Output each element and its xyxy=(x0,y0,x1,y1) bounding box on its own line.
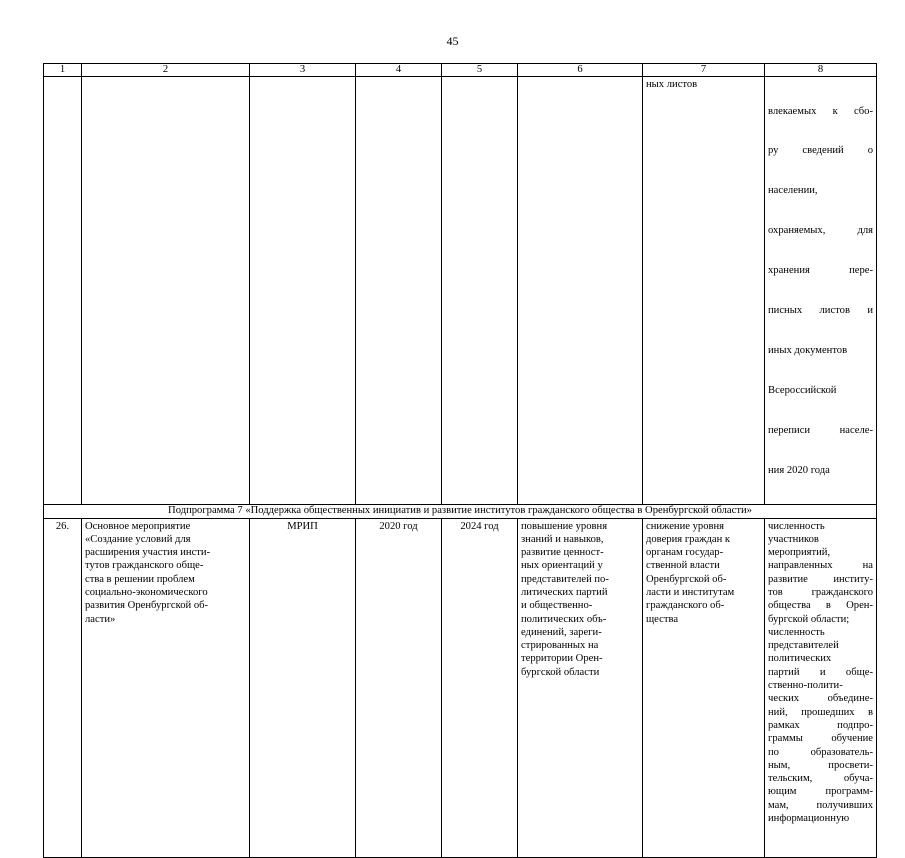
row-number: 26. xyxy=(44,518,82,857)
text-line: участников xyxy=(768,533,819,545)
subprogram-title: Подпрограмма 7 «Поддержка общественных инициатив и развитие институтов гражданского общества в Оренбургской области» xyxy=(44,504,877,518)
text-line: представителей xyxy=(768,640,839,652)
column-number: 3 xyxy=(250,64,356,77)
page-number: 45 xyxy=(446,34,459,48)
text-line: писных листов и xyxy=(768,305,873,317)
indicators-text xyxy=(768,520,873,826)
start-date: 2020 год xyxy=(356,518,442,857)
text-line: переписи населе- xyxy=(768,424,873,436)
text-line: иных документов xyxy=(768,344,848,356)
column-number: 7 xyxy=(643,64,765,77)
expected-result: повышение уровня знаний и навыков, развитие ценност- ных ориентаций у представителей по- литических партий и общественно- политических объ- единений, зареги- стрированных на территории Орен- бургской области xyxy=(518,518,643,857)
column-number: 1 xyxy=(44,64,82,77)
text-line: по образователь- xyxy=(768,746,873,758)
end-date: 2024 год xyxy=(442,518,518,857)
column-number: 2 xyxy=(82,64,250,77)
empty-cell xyxy=(250,77,356,505)
text-line: влекаемых к сбо- xyxy=(768,105,873,117)
column-number: 4 xyxy=(356,64,442,77)
empty-cell xyxy=(518,77,643,505)
text-line: тельским, обуча- xyxy=(768,773,873,785)
indicators-cell xyxy=(765,77,877,505)
text-line: ственно-полити- xyxy=(768,680,843,692)
text-line: информационную xyxy=(768,813,850,825)
text-line: тов гражданского xyxy=(768,586,873,598)
indicators-cell xyxy=(765,518,877,857)
text-line: партий и обще- xyxy=(768,666,873,678)
column-number-row xyxy=(44,64,877,77)
continuation-row xyxy=(44,77,877,505)
measures-table xyxy=(43,63,877,858)
text-line: направленных на xyxy=(768,560,873,572)
text-line: развитие институ- xyxy=(768,573,873,585)
consequences: снижение уровня доверия граждан к органам государ- ственной власти Оренбургской об- ласти и институтам гражданского об- щества xyxy=(643,518,765,857)
text-line: численность xyxy=(768,520,825,532)
text-line: общества в Орен- xyxy=(768,600,873,612)
column-number: 6 xyxy=(518,64,643,77)
text-line: ющим программ- xyxy=(768,786,873,798)
text-line: численность xyxy=(768,626,825,638)
subprogram-row xyxy=(44,504,877,518)
empty-cell xyxy=(442,77,518,505)
text-line: ру сведений о xyxy=(768,145,873,157)
text-line: ний, прошедших в xyxy=(768,706,873,718)
consequences-text: ных листов xyxy=(646,79,698,90)
empty-cell xyxy=(356,77,442,505)
text-line: рамках подпро- xyxy=(768,719,873,731)
measure-name: Основное мероприятие «Создание условий для расширения участия инсти- тутов гражданского обще- ства в решении проблем социально-экономического развития Оренбургской об- ласти» xyxy=(82,518,250,857)
text-line: Всероссийской xyxy=(768,384,837,396)
text-line: политических xyxy=(768,653,832,665)
text-line: мам, получивших xyxy=(768,799,873,811)
empty-cell xyxy=(82,77,250,505)
text-line: ния 2020 года xyxy=(768,464,830,476)
text-line: хранения пере- xyxy=(768,265,873,277)
column-number: 5 xyxy=(442,64,518,77)
indicators-text xyxy=(768,78,873,504)
table-row xyxy=(44,518,877,857)
text-line: граммы обучение xyxy=(768,733,873,745)
text-line: ным, просвети- xyxy=(768,759,873,771)
column-number: 8 xyxy=(765,64,877,77)
text-line: ческих объедине- xyxy=(768,693,873,705)
text-line: охраняемых, для xyxy=(768,225,873,237)
consequences-cell xyxy=(643,77,765,505)
text-line: мероприятий, xyxy=(768,547,831,559)
executor: МРИП xyxy=(250,518,356,857)
empty-cell xyxy=(44,77,82,505)
text-line: бургской области; xyxy=(768,613,850,625)
text-line: населении, xyxy=(768,185,818,197)
